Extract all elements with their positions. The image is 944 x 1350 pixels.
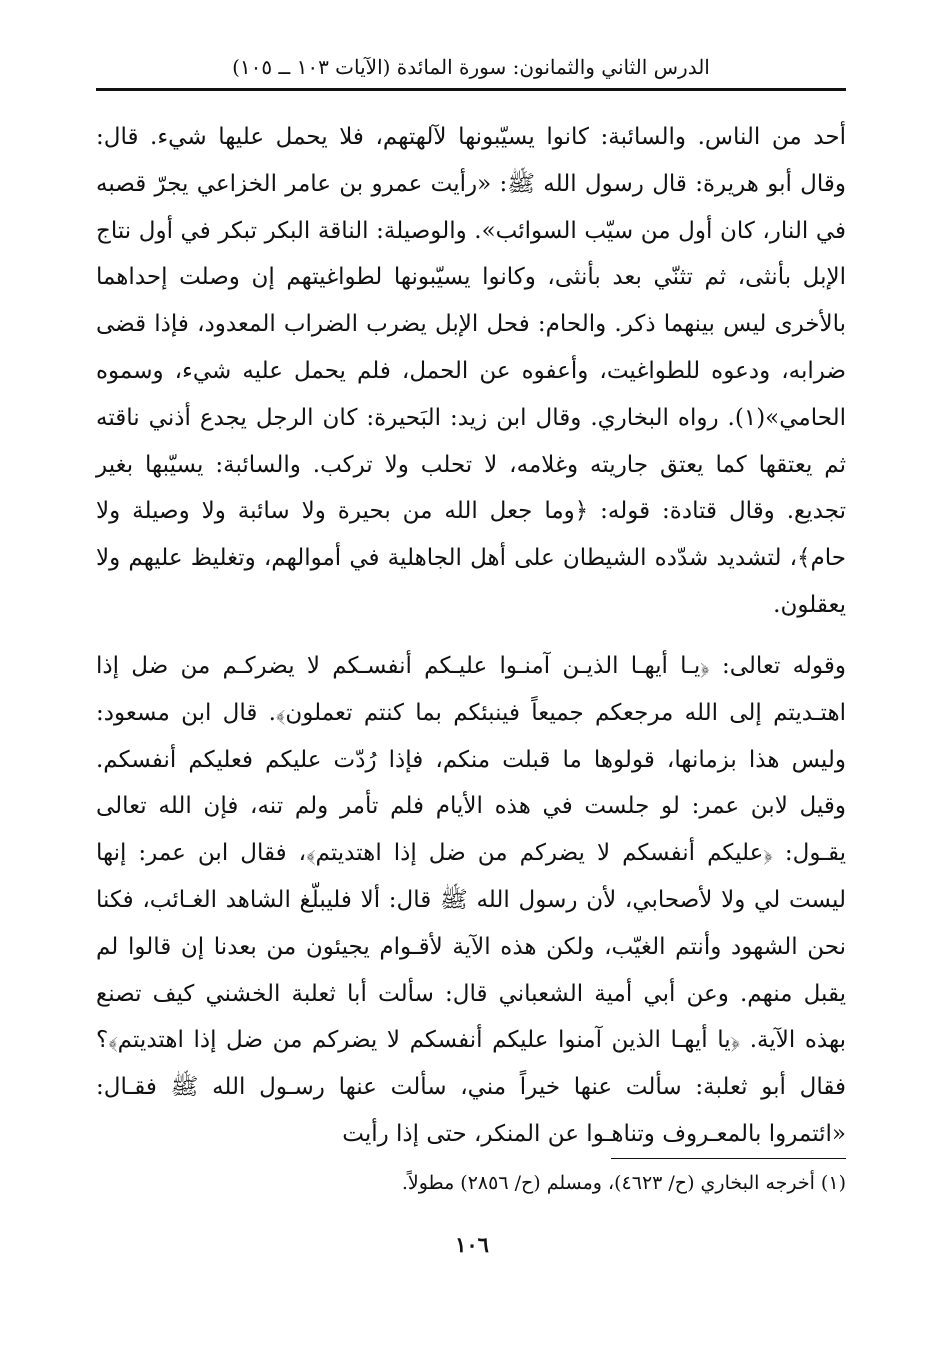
page-number: ١٠٦: [455, 1232, 489, 1257]
header-divider: [96, 88, 846, 91]
running-header: الدرس الثاني والثمانون: سورة المائدة (الآيات ١٠٣ ــ ١٠٥): [232, 55, 710, 79]
footnote-divider: [611, 1158, 846, 1159]
footnote: (١) أخرجه البخاري (ح/ ٤٦٢٣)، ومسلم (ح/ ٢٨٥٦) مطولاً.: [401, 1172, 846, 1194]
body-paragraph-2: وقوله تعالى: ﴿يـا أيهـا الذيـن آمنـوا عليـكم أنفسـكم لا يضركـم من ضل إذا اهتـديتم إلى الله مرجعكم جميعاً فينبئكم بما كنتم تعملون﴾. قال ابن مسعود: وليس هذا بزمانها، قولوها ما قبلت منكم، فإذا رُدّت عليكم فعليكم أنفسكم. وقيل لابن عمر: لو جلست في هذه الأيام فلم تأمر ولم تنه، فإن الله تعالى يقـول: ﴿عليكم أنفسكم لا يضركم من ضل إذا اهتديتم﴾، فقال ابن عمر: إنها ليست لي ولا لأصحابي، لأن رسول الله ﷺ قال: ألا فليبلّغ الشاهد الغـائب، فكنا نحن الشهود وأنتم الغيّب، ولكن هذه الآية لأقـوام يجيئون من بعدنا إن قالوا لم يقبل منهم. وعن أبي أمية الشعباني قال: سألت أبا ثعلبة الخشني كيف تصنع بهذه الآية. ﴿يا أيهـا الذين آمنوا عليكم أنفسكم لا يضركم من ضل إذا اهتديتم﴾؟ فقال أبو ثعلبة: سألت عنها خيراً مني، سألت عنها رسـول الله ﷺ فقـال: «ائتمروا بالمعـروف وتناهـوا عن المنكر، حتى إذا رأيت: [96, 653, 846, 1147]
body-paragraph-1: أحد من الناس. والسائبة: كانوا يسيّبونها لآلهتهم، فلا يحمل عليها شيء. قال: وقال أبو هريرة: قال رسول الله ﷺ: «رأيت عمرو بن عامر الخزاعي يجرّ قصبه في النار، كان أول من سيّب السوائب». والوصيلة: الناقة البكر تبكر في أول نتاج الإبل بأنثى، ثم تثنّي بعد بأنثى، وكانوا يسيّبونها لطواغيتهم إن وصلت إحداهما بالأخرى ليس بينهما ذكر. والحام: فحل الإبل يضرب الضراب المعدود، فإذا قضى ضرابه، ودعوه للطواغيت، وأعفوه عن الحمل، فلم يحمل عليه شيء، وسموه الحامي»(١). رواه البخاري. وقال ابن زيد: البَحيرة: كان الرجل يجدع أذني ناقته ثم يعتقها كما يعتق جاريته وغلامه، لا تحلب ولا تركب. والسائبة: يسيّبها بغير تجديع. وقال قتادة: قوله: ﴿وما جعل الله من بحيرة ولا سائبة ولا وصيلة ولا حام﴾، لتشديد شدّده الشيطان على أهل الجاهلية في أموالهم، وتغليظ عليهم ولا يعقلون.: [96, 124, 846, 618]
